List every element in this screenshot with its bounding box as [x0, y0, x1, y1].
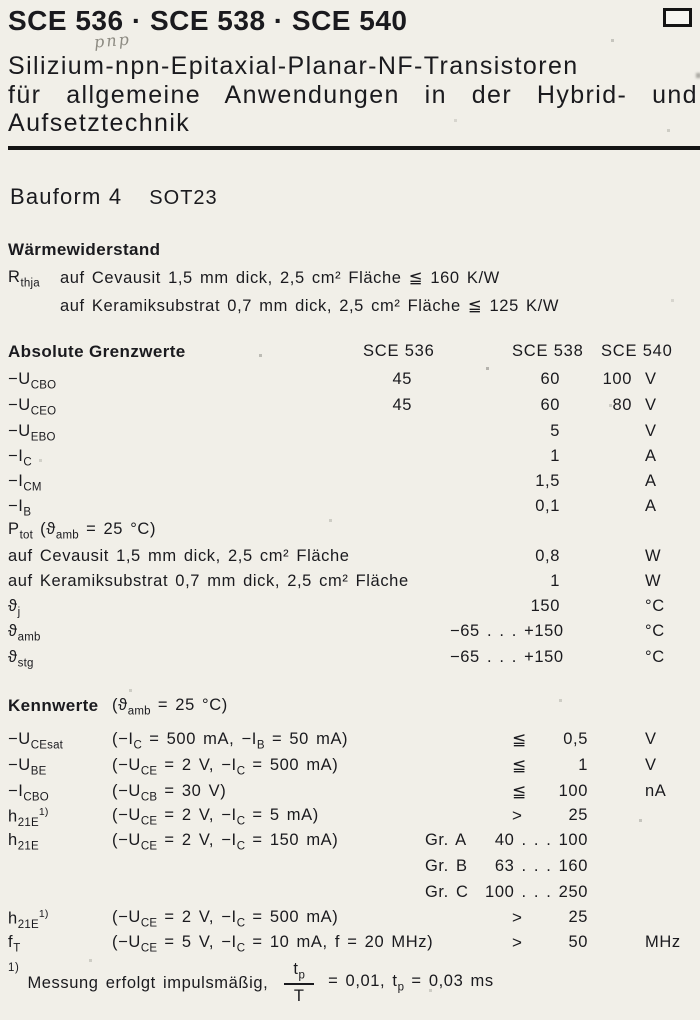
- corner-checkbox-icon: [663, 8, 692, 27]
- group-label: Gr. B: [425, 857, 468, 875]
- param-symbol: $ϑ_{stg}$: [8, 648, 34, 670]
- param-symbol: $-I_{CM}$: [8, 472, 42, 494]
- kennwerte-row: [0, 806, 700, 832]
- limits-row: [0, 370, 700, 396]
- param-symbol: $-U_{CEO}$: [8, 396, 57, 418]
- param-symbol: $f_T$: [8, 933, 21, 955]
- param-symbol-rthja: $R_{thja}$: [8, 268, 40, 290]
- test-condition: ($-U_{CE} = 5$ V, $-I_C = 10$ mA, f = 20 MHz): [112, 933, 434, 955]
- unit-label: W: [645, 572, 662, 590]
- unit-label: °C: [645, 622, 665, 640]
- fraction-denominator: T: [293, 987, 305, 1006]
- column-header-sce536: SCE 536: [363, 342, 435, 360]
- test-condition: ($-U_{CE} = 2$ V, $-I_C = 150$ mA): [112, 831, 339, 853]
- value-sce538: 5: [550, 422, 560, 440]
- kennwerte-row: [0, 831, 700, 857]
- param-symbol: $-U_{EBO}$: [8, 422, 56, 444]
- param-value: 25: [568, 908, 588, 926]
- bauform-label: Bauform 4: [10, 184, 123, 209]
- test-condition: ($-U_{CE} = 2$ V, $-I_C = 5$ mA): [112, 806, 319, 828]
- param-symbol: $h_{21E}$: [8, 831, 39, 853]
- divider-rule: [8, 146, 700, 150]
- group-cell: [425, 831, 588, 850]
- test-condition: ($-I_C = 500$ mA, $-I_B = 50$ mA): [112, 730, 349, 752]
- group-range: 63 . . . 160: [494, 857, 588, 875]
- value-sce536: 45: [392, 396, 412, 414]
- param-symbol: $ϑ_{amb}$: [8, 622, 41, 644]
- unit-label: V: [645, 756, 657, 774]
- limits-row: [0, 447, 700, 473]
- condition-text: auf Cevausit 1,5 mm dick, 2,5 cm² Fläche: [8, 547, 350, 565]
- test-condition: ($-U_{CB} = 30$ V): [112, 782, 227, 804]
- param-symbol: $-U_{CEsat}$: [8, 730, 64, 752]
- comparator: ≦: [512, 730, 527, 749]
- scan-noise: [0, 0, 1, 1]
- value-sce538: −65 . . . +150: [450, 648, 564, 666]
- limits-row: [0, 622, 700, 648]
- kennwerte-row: [0, 730, 700, 756]
- unit-label: A: [645, 472, 657, 490]
- kennwerte-row: [0, 857, 700, 883]
- footnote: [8, 952, 668, 1014]
- param-value: 1: [578, 756, 588, 774]
- group-label: Gr. A: [425, 831, 467, 849]
- unit-label: A: [645, 447, 657, 465]
- kennwerte-row: [0, 883, 700, 909]
- package-label: SOT23: [149, 187, 218, 209]
- page-title: SCE 536 · SCE 538 · SCE 540: [8, 5, 408, 36]
- unit-label: V: [645, 396, 657, 414]
- column-header-sce538: SCE 538: [512, 342, 584, 360]
- handwritten-pnp-annotation: pnp: [93, 29, 132, 52]
- group-cell: [425, 857, 588, 876]
- param-symbol: $-U_{CBO}$: [8, 370, 57, 392]
- value-sce536: 45: [392, 370, 412, 388]
- group-label: Gr. C: [425, 883, 469, 901]
- kennwerte-row: [0, 782, 700, 808]
- footnote-marker: 1): [8, 962, 20, 974]
- param-symbol: $h_{21E}^{1)}$: [8, 806, 49, 829]
- unit-label: W: [645, 547, 662, 565]
- subtitle-line-2: für allgemeine Anwendungen in der Hybrid- und: [8, 80, 698, 109]
- unit-label: nA: [645, 782, 667, 800]
- param-value: 50: [568, 933, 588, 951]
- thermal-condition-2: auf Keramiksubstrat 0,7 mm dick, 2,5 cm² Fläche ≦ 125 K/W: [60, 297, 560, 315]
- param-value: 100: [558, 782, 588, 800]
- thermal-condition-1: auf Cevausit 1,5 mm dick, 2,5 cm² Fläche ≦ 160 K/W: [60, 269, 500, 287]
- param-symbol: $-U_{BE}$: [8, 756, 47, 778]
- subtitle-line-3: Aufsetztechnik: [8, 109, 191, 137]
- comparator: >: [512, 908, 523, 927]
- kennwerte-condition: ($ϑ_{amb} = 25$ °C): [112, 696, 228, 718]
- limits-row: [0, 520, 700, 546]
- limits-row: [0, 597, 700, 623]
- column-header-sce540: SCE 540: [601, 342, 673, 360]
- unit-label: A: [645, 497, 657, 515]
- value-sce538: −65 . . . +150: [450, 622, 564, 640]
- value-sce538: 1: [550, 572, 560, 590]
- unit-label: V: [645, 422, 657, 440]
- unit-label: MHz: [645, 933, 681, 951]
- unit-label: V: [645, 370, 657, 388]
- test-condition: ($-U_{CE} = 2$ V, $-I_C = 500$ mA): [112, 756, 339, 778]
- footnote-values: = 0,01, $t_p = 0,03$ ms: [328, 972, 494, 994]
- group-cell: [425, 883, 588, 902]
- limits-row: [0, 472, 700, 498]
- subtitle-line-1: Silizium-npn-Epitaxial-Planar-NF-Transistoren: [8, 52, 579, 80]
- value-sce540: 100: [602, 370, 632, 388]
- limits-row: [0, 648, 700, 674]
- kennwerte-row: [0, 908, 700, 934]
- section-heading-waermewiderstand: Wärmewiderstand: [8, 240, 161, 259]
- footnote-text: Messung erfolgt impulsmäßig,: [27, 973, 269, 992]
- value-sce538: 0,8: [535, 547, 560, 565]
- param-value: 25: [568, 806, 588, 824]
- value-sce538: 1: [550, 447, 560, 465]
- param-symbol: $-I_B$: [8, 497, 32, 519]
- test-condition: ($-U_{CE} = 2$ V, $-I_C = 500$ mA): [112, 908, 339, 930]
- value-sce538: 60: [540, 370, 560, 388]
- param-symbol: $-I_{CBO}$: [8, 782, 49, 804]
- unit-label: °C: [645, 648, 665, 666]
- comparator: ≦: [512, 782, 527, 801]
- param-value: 0,5: [563, 730, 588, 748]
- param-symbol: $-I_C$: [8, 447, 32, 469]
- value-sce540: 80: [612, 396, 632, 414]
- unit-label: °C: [645, 597, 665, 615]
- limits-row: [0, 547, 700, 573]
- condition-text: auf Keramiksubstrat 0,7 mm dick, 2,5 cm² Fläche: [8, 572, 409, 590]
- param-symbol-ptot: $P_{tot}$ ($ϑ_{amb} = 25$ °C): [8, 520, 157, 542]
- section-heading-kennwerte: Kennwerte: [8, 696, 99, 715]
- group-range: 40 . . . 100: [494, 831, 588, 849]
- subtitle: [8, 52, 698, 138]
- param-symbol: $ϑ_j$: [8, 597, 21, 619]
- limits-row: [0, 422, 700, 448]
- comparator: ≦: [512, 756, 527, 775]
- limits-row: [0, 396, 700, 422]
- value-sce538: 0,1: [535, 497, 560, 515]
- comparator: >: [512, 806, 523, 825]
- unit-label: V: [645, 730, 657, 748]
- param-symbol: $h_{21E}^{1)}$: [8, 908, 49, 931]
- section-heading-grenzwerte: Absolute Grenzwerte: [8, 342, 186, 361]
- fraction-tp-over-t: [284, 960, 314, 1006]
- value-sce538: 1,5: [535, 472, 560, 490]
- value-sce538: 60: [540, 396, 560, 414]
- comparator: >: [512, 933, 523, 952]
- fraction-numerator: $t_p$: [284, 960, 314, 985]
- bauform-line: [10, 184, 218, 210]
- limits-row: [0, 572, 700, 598]
- kennwerte-row: [0, 756, 700, 782]
- group-range: 100 . . . 250: [485, 883, 588, 901]
- value-sce538: 150: [530, 597, 560, 615]
